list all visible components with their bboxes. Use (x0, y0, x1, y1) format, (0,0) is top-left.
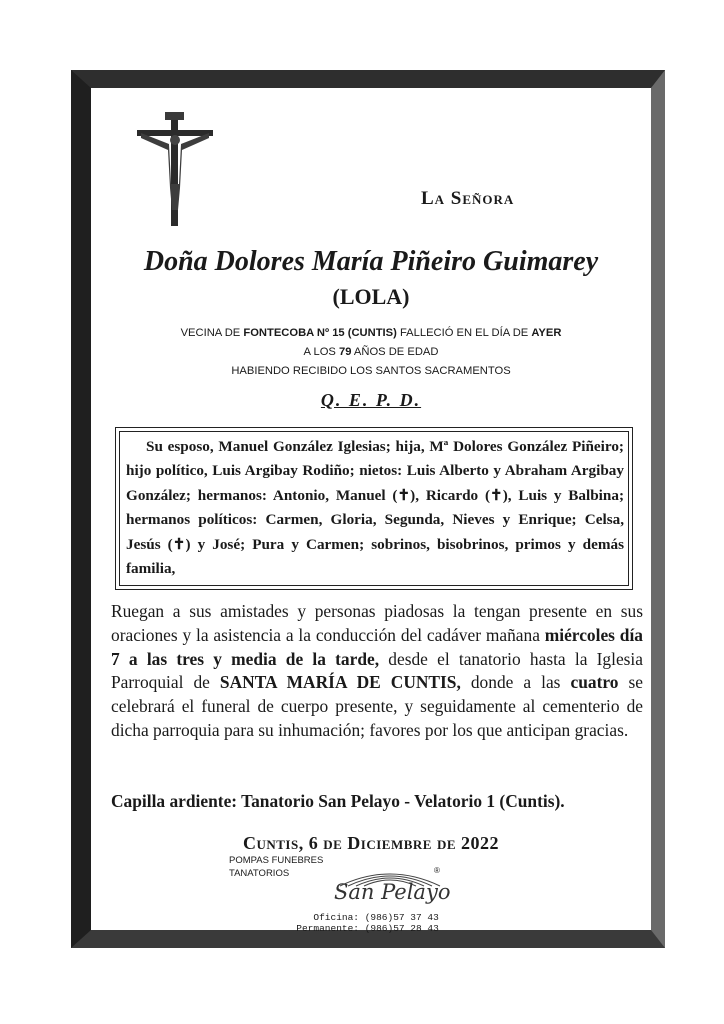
registered-mark: ® (434, 866, 440, 875)
qepd-text: Q. E. P. D. (320, 390, 422, 410)
crucifix-icon (135, 110, 215, 228)
deceased-name: Doña Dolores María Piñeiro Guimarey (143, 246, 599, 277)
main-text: Ruegan a sus amistades y personas piadosas la tengan presente en sus oraciones y la asistencia a la conducción del cadáver mañana miércoles día 7 a las tres y media de la tarde, desde el tanatorio hasta la Iglesia Parroquial de SANTA MARÍA DE CUNTIS, donde a las cuatro se celebrará el funeral de cuerpo presente, y seguidamente al cementerio de dicha parroquia para su inhumación; favores por los que anticipan gracias. (111, 601, 643, 740)
info-line-2: A LOS 79 AÑOS DE EDAD (303, 346, 439, 358)
logo-text: San Pelayo (334, 880, 451, 904)
family-text: Su esposo, Manuel González Iglesias; hija, Mª Dolores González Piñeiro; hijo político, Luis Argibay Rodiño; nietos: Luis Alberto y Abraham Argibay González; hermanos: Antonio, Manuel (✝), Ricardo (✝), Luis y Balbina; hermanos políticos: Carmen, Gloria, Segunda, Nieves y Enrique; Celsa, Jesús (✝) y José; Pura y Carmen; sobrinos, bisobrinos, primos y demás familia, (126, 438, 624, 578)
capilla-ardiente: Capilla ardiente: Tanatorio San Pelayo - Velatorio 1 (Cuntis). (111, 791, 565, 811)
phone-row-office: Oficina: (986)57 37 43 (313, 912, 439, 923)
info-line-3: HABIENDO RECIBIDO LOS SANTOS SACRAMENTOS (231, 365, 511, 377)
services-line-1: POMPAS FUNEBRES (229, 855, 324, 866)
date-line: Cuntis, 6 de Diciembre de 2022 (242, 833, 500, 853)
phone-numbers (277, 912, 439, 934)
personal-info (91, 324, 651, 381)
services-line-2: TANATORIOS (229, 868, 290, 879)
obituary-content (91, 88, 651, 934)
san-pelayo-logo (316, 866, 456, 916)
family-box (119, 431, 629, 586)
info-line-1: VECINA DE FONTECOBA Nº 15 (CUNTIS) FALLECIÓ EN EL DÍA DE AYER (180, 327, 562, 339)
deceased-alias: (LOLA) (332, 284, 410, 309)
obituary-frame (71, 70, 665, 948)
heading-la-senora: La Señora (421, 188, 515, 209)
phone-row-permanent: Permanente: (986)57 28 43 (296, 923, 439, 934)
funeral-home-services (229, 854, 323, 880)
